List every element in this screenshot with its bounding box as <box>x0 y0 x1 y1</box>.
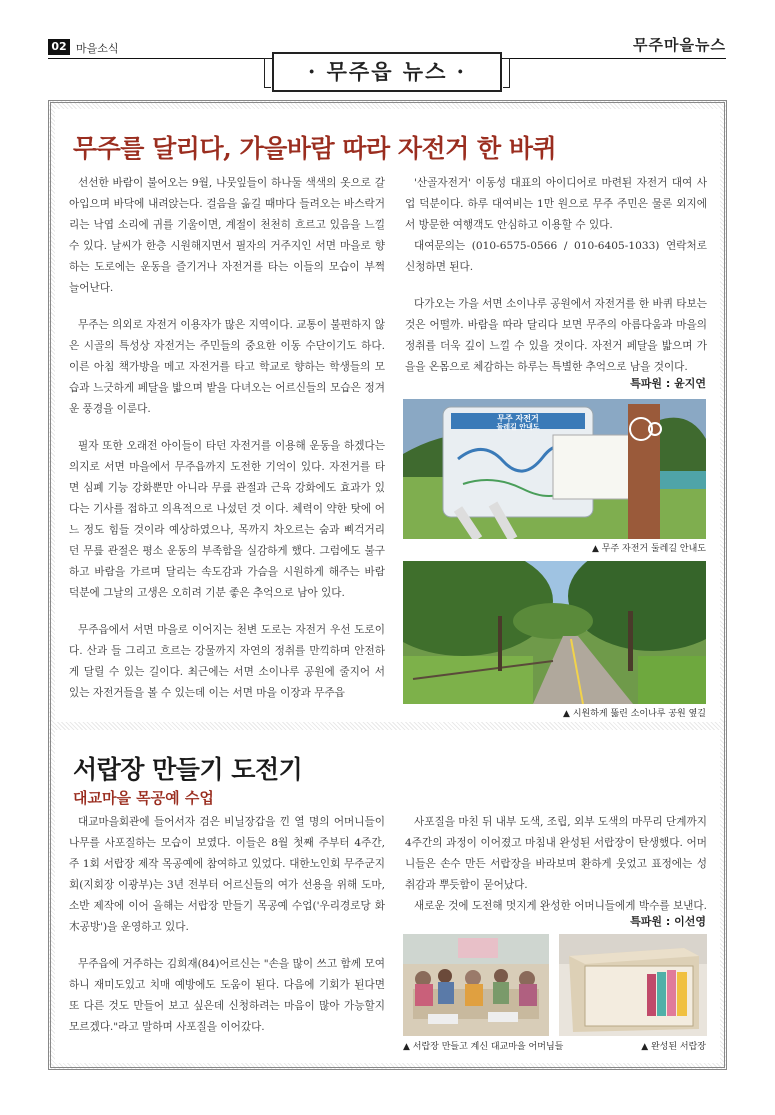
section-name: 마을소식 <box>76 42 119 55</box>
article1-left-column <box>69 173 385 704</box>
article2-paragraph: 사포질을 마친 뒤 내부 도색, 조립, 외부 도색의 마무리 단계까지 4주간의 과정이 이어졌고 마침내 완성된 서랍장이 탄생했다. 어머니들은 손수 만든 서랍장을 바라보며 환하게 웃었고 표정에는 성취감과 뿌듯함이 묻어났다. <box>405 816 707 891</box>
article1-paragraph: 다가오는 가을 서면 소이나루 공원에서 자전거를 한 바퀴 타보는 것은 어떨까. 바람을 따라 달리다 보면 무주의 아름다움과 마을의 정취를 더욱 깊이 느낄 수 있을 것이다. 자전거 페달을 밟으며 가을을 온몸으로 체감하는 하루는 특별한 추억으로 남을 것이다. <box>405 298 708 373</box>
brand-logo: 무주마을뉴스 <box>633 36 726 54</box>
article1-panel <box>55 109 720 722</box>
page-number: 02 <box>48 39 70 55</box>
article2-subtitle: 대교마을 목공예 수업 <box>73 789 214 807</box>
content-frame <box>48 100 727 1070</box>
article2-right-column <box>405 812 707 917</box>
photo-workshop-image <box>403 934 549 1036</box>
photo-caption: ▲ 무주 자전거 둘레길 안내도 <box>592 544 706 554</box>
photo-caption: ▲ 서랍장 만들고 계신 대교마을 어머님들 <box>403 1042 564 1052</box>
article1-paragraph: 무주는 의외로 자전거 이용자가 많은 지역이다. 교통이 불편하지 않은 시골의 특성상 자전거는 주민들의 중요한 이동 수단이기도 하다. 이른 아침 책가방을 메고 자전거를 타고 학교로 향하는 학생들의 모습과 느긋하게 페달을 밟으며 밭을 다녀오는 어르신들의 모습은 정겨운 풍경을 이룬다. <box>69 319 385 415</box>
photo-workshop <box>403 934 549 1036</box>
article2-paragraph: 새로운 것에 도전해 멋지게 완성한 어머니들에게 박수를 보낸다. <box>414 900 708 912</box>
article2-title: 서랍장 만들기 도전기 <box>73 755 303 784</box>
photo-bike-route-sign <box>403 399 706 539</box>
article2-paragraph: 무주읍에 거주하는 김희재(84)어르신는 "손을 많이 쓰고 함께 모여 하니 재미도있고 치매 예방에도 도움이 된다. 다음에 기회가 된다면 또 다른 것도 만들어 보고 싶은데 신청하려는 마음이 많아 가능할지 모르겠다."라고 말하며 사포질을 이어갔다. <box>69 958 385 1033</box>
photo-park-path <box>403 561 706 704</box>
photo-park-path-image <box>403 561 706 704</box>
section-banner: · 무주읍 뉴스 · <box>272 52 502 92</box>
article2-left-column <box>69 812 385 1038</box>
article1-paragraph: 대여문의는 (010-6575-0566 / 010-6405-1033) 연락처로 신청하면 된다. <box>405 240 707 273</box>
photo-caption: ▲ 시원하게 뚫린 소이나루 공원 옆길 <box>563 709 706 719</box>
article2-paragraph: 대교마을회관에 들어서자 검은 비닐장갑을 낀 열 명의 어머니들이 나무를 사포질하는 모습이 보였다. 이들은 8월 첫째 주부터 4주간, 주 1회 서랍장 제작 목공예에 참여하고 있었다. 대한노인회 무주군지회(지회장 이광부)는 3년 전부터 어르신들의 여가 선용을 위해 도마, 소반 제작에 이어 올해는 서랍장 만들기 목공예 수업('우리경로당 화木공방')을 운영하고 있다. <box>69 816 385 933</box>
photo-caption: ▲ 완성된 서랍장 <box>641 1042 706 1052</box>
photo-finished-drawer-image <box>559 934 707 1036</box>
article1-paragraph: 필자 또한 오래전 아이들이 타던 자전거를 이용해 운동을 하겠다는 의지로 서면 마을에서 무주읍까지 도전한 기억이 있다. 자전거를 타면 심폐 기능 강화뿐만 아니라 무릎 관절과 근육 강화에도 효과가 있다는 기사를 접하고 의욕적으로 나섰던 것 이다. 체력이 약한 탓에 어느 정도 힘들 것이라 예상하였으나, 목까지 차오르는 숨과 삐걱거리던 무릎 관절은 평소 운동의 부족함을 실감하게 했다. 그럼에도 불구하고 바람을 가르며 달리는 속도감과 가슴을 시원하게 해주는 바람 덕분에 그날의 고생은 오히려 기분 좋은 추억으로 남아 있다. <box>69 440 385 599</box>
article1-byline: 특파원 : 윤지연 <box>630 377 706 390</box>
article2-byline: 특파원 : 이선영 <box>630 915 706 928</box>
article1-paragraph: 무주읍에서 서면 마을로 이어지는 천변 도로는 자전거 우선 도로이다. 산과 들 그리고 흐르는 강물까지 자연의 정취를 만끽하며 안전하게 달릴 수 있는 길이다. 최근에는 서면 소이나루 공원에 줄지어 서 있는 자전거들을 볼 수 있는데 이는 서면 마을 이장과 무주읍 <box>69 624 385 699</box>
sign-title-line2: 둘레길 안내도 <box>496 423 540 431</box>
article2-panel <box>55 730 720 1063</box>
sign-title-line1: 무주 자전거 <box>497 414 539 423</box>
photo-finished-drawer <box>559 934 707 1036</box>
article1-paragraph: 선선한 바람이 불어오는 9월, 나뭇잎들이 하나둘 색색의 옷으로 갈아입으며 바닥에 내려앉는다. 걸음을 옮길 때마다 들려오는 바스락거리는 낙엽 소리에 귀를 기울이면, 계절이 천천히 흐르고 있음을 느낄 수 있다. 날씨가 한층 시원해지면서 필자의 거주지인 서면 마을로 향하는 도로에는 운동을 즐기거나 자전거를 타는 이들의 모습이 부쩍 늘어난다. <box>69 177 385 294</box>
article1-right-column <box>405 173 707 378</box>
article1-paragraph: '산골자전거' 이동성 대표의 아이디어로 마련된 자전거 대여 사업 덕분이다. 하루 대여비는 1만 원으로 무주 주민은 물론 외지에서 방문한 여행객도 안심하고 이용할 수 있다. <box>405 177 707 231</box>
article1-title: 무주를 달리다, 가을바람 따라 자전거 한 바퀴 <box>73 134 557 163</box>
